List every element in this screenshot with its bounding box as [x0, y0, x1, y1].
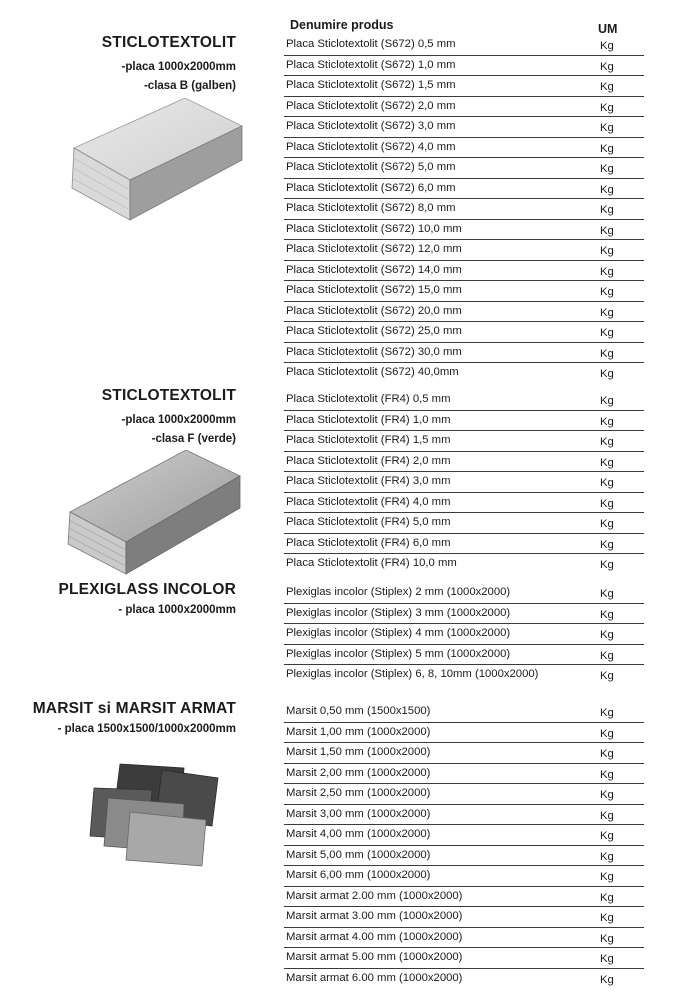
- product-name: Placa Sticlotextolit (S672) 4,0 mm: [286, 140, 456, 153]
- fiberglass-sheet-stack-image: [60, 98, 245, 228]
- product-name: Marsit 0,50 mm (1500x1500): [286, 705, 431, 717]
- unit-of-measure: Kg: [600, 183, 614, 196]
- unit-of-measure: Kg: [600, 224, 614, 237]
- table-row: [284, 35, 644, 56]
- section-subtitle: [0, 411, 236, 449]
- product-name: Placa Sticlotextolit (FR4) 3,0 mm: [286, 475, 451, 487]
- section-heading: [0, 387, 236, 449]
- product-name: Marsit 1,00 mm (1000x2000): [286, 725, 431, 738]
- unit-of-measure: Kg: [600, 973, 614, 986]
- table-row: [284, 846, 644, 867]
- table-row: [284, 179, 644, 200]
- unit-of-measure: Kg: [600, 707, 614, 719]
- table-row: [284, 624, 644, 645]
- table-row: [284, 138, 644, 159]
- column-header-product-name: Denumire produs: [290, 18, 394, 32]
- table-row: [284, 825, 644, 846]
- product-name: Placa Sticlotextolit (S672) 30,0 mm: [286, 345, 462, 358]
- unit-of-measure: Kg: [600, 538, 614, 551]
- table-row: [284, 743, 644, 764]
- table-row: [284, 281, 644, 302]
- table-row: [284, 411, 644, 432]
- section-title: PLEXIGLASS INCOLOR: [58, 581, 236, 598]
- table-row: [284, 56, 644, 77]
- product-name: Marsit armat 2.00 mm (1000x2000): [286, 889, 463, 902]
- unit-of-measure: Kg: [600, 204, 614, 216]
- unit-of-measure: Kg: [600, 368, 614, 380]
- table-row: [284, 702, 644, 723]
- column-header-um: UM: [598, 22, 618, 36]
- table-row: [284, 764, 644, 785]
- product-name: Placa Sticlotextolit (FR4) 2,0 mm: [286, 454, 451, 467]
- unit-of-measure: Kg: [600, 588, 614, 600]
- unit-of-measure: Kg: [600, 953, 614, 965]
- table-row: [284, 928, 644, 949]
- unit-of-measure: Kg: [600, 518, 614, 530]
- table-row: [284, 493, 644, 514]
- product-name: Placa Sticlotextolit (S672) 3,0 mm: [286, 120, 456, 132]
- table-row: [284, 866, 644, 887]
- unit-of-measure: Kg: [600, 122, 614, 134]
- table-row: [284, 322, 644, 343]
- product-name: Plexiglas incolor (Stiplex) 2 mm (1000x2000): [286, 586, 511, 598]
- unit-of-measure: Kg: [600, 245, 614, 257]
- product-list: [284, 583, 644, 685]
- product-name: Placa Sticlotextolit (FR4) 0,5 mm: [286, 393, 451, 405]
- table-row: [284, 887, 644, 908]
- table-row: [284, 907, 644, 928]
- table-row: [284, 302, 644, 323]
- product-list: [284, 35, 644, 383]
- product-name: Placa Sticlotextolit (FR4) 1,0 mm: [286, 413, 451, 426]
- product-name: Placa Sticlotextolit (S672) 15,0 mm: [286, 284, 462, 296]
- section-title: MARSIT si MARSIT ARMAT: [32, 700, 236, 717]
- table-row: [284, 723, 644, 744]
- unit-of-measure: Kg: [600, 347, 614, 360]
- product-name: Marsit 4,00 mm (1000x2000): [286, 828, 431, 840]
- unit-of-measure: Kg: [600, 327, 614, 339]
- table-row: [284, 261, 644, 282]
- section-subtitle-line: -placa 1000x2000mm: [121, 61, 236, 73]
- unit-of-measure: Kg: [600, 727, 614, 740]
- unit-of-measure: Kg: [600, 559, 614, 571]
- product-name: Placa Sticlotextolit (S672) 1,0 mm: [286, 58, 456, 71]
- product-name: Placa Sticlotextolit (FR4) 4,0 mm: [286, 495, 451, 508]
- product-name: Placa Sticlotextolit (S672) 14,0 mm: [286, 263, 462, 276]
- product-name: Plexiglas incolor (Stiplex) 6, 8, 10mm (1000x2000): [286, 668, 539, 680]
- table-row: [284, 363, 644, 383]
- product-name: Plexiglas incolor (Stiplex) 4 mm (1000x2000): [286, 627, 511, 639]
- product-name: Placa Sticlotextolit (S672) 10,0 mm: [286, 222, 462, 235]
- unit-of-measure: Kg: [600, 850, 614, 863]
- section-subtitle-line: - placa 1000x2000mm: [118, 604, 236, 616]
- table-row: [284, 220, 644, 241]
- unit-of-measure: Kg: [600, 436, 614, 448]
- unit-of-measure: Kg: [600, 932, 614, 945]
- product-name: Marsit 1,50 mm (1000x2000): [286, 746, 431, 758]
- product-name: Marsit armat 3.00 mm (1000x2000): [286, 910, 463, 922]
- unit-of-measure: Kg: [600, 163, 614, 175]
- table-row: [284, 534, 644, 555]
- product-name: Placa Sticlotextolit (S672) 5,0 mm: [286, 161, 456, 173]
- unit-of-measure: Kg: [600, 477, 614, 489]
- unit-of-measure: Kg: [600, 871, 614, 883]
- section-subtitle-line: -placa 1000x2000mm: [121, 414, 236, 426]
- section-heading: [0, 34, 236, 96]
- unit-of-measure: Kg: [600, 891, 614, 904]
- product-name: Placa Sticlotextolit (S672) 2,0 mm: [286, 99, 456, 112]
- product-name: Placa Sticlotextolit (S672) 25,0 mm: [286, 325, 462, 337]
- section-subtitle-line: -clasa B (galben): [143, 80, 236, 92]
- product-name: Marsit 2,00 mm (1000x2000): [286, 766, 431, 779]
- product-name: Placa Sticlotextolit (S672) 1,5 mm: [286, 79, 456, 91]
- unit-of-measure: Kg: [600, 608, 614, 621]
- unit-of-measure: Kg: [600, 40, 614, 52]
- unit-of-measure: Kg: [600, 497, 614, 510]
- table-row: [284, 665, 644, 685]
- section-subtitle-line: -clasa F (verde): [151, 433, 236, 445]
- unit-of-measure: Kg: [600, 265, 614, 278]
- product-name: Marsit armat 4.00 mm (1000x2000): [286, 930, 463, 943]
- section-subtitle: [0, 601, 236, 620]
- product-name: Plexiglas incolor (Stiplex) 3 mm (1000x2000): [286, 606, 511, 619]
- section-subtitle-line: - placa 1500x1500/1000x2000mm: [57, 723, 236, 735]
- unit-of-measure: Kg: [600, 306, 614, 319]
- product-name: Marsit 5,00 mm (1000x2000): [286, 848, 431, 861]
- unit-of-measure: Kg: [600, 768, 614, 781]
- product-name: Marsit armat 6.00 mm (1000x2000): [286, 971, 463, 984]
- marsit-sheets-image: [84, 760, 224, 870]
- product-name: Plexiglas incolor (Stiplex) 5 mm (1000x2000): [286, 647, 511, 660]
- table-row: [284, 554, 644, 574]
- product-name: Marsit 2,50 mm (1000x2000): [286, 787, 431, 799]
- section-heading: [0, 700, 236, 739]
- unit-of-measure: Kg: [600, 415, 614, 428]
- unit-of-measure: Kg: [600, 395, 614, 407]
- product-name: Placa Sticlotextolit (FR4) 10,0 mm: [286, 557, 457, 569]
- unit-of-measure: Kg: [600, 789, 614, 801]
- product-name: Placa Sticlotextolit (S672) 8,0 mm: [286, 202, 456, 214]
- table-row: [284, 117, 644, 138]
- product-name: Placa Sticlotextolit (S672) 12,0 mm: [286, 243, 462, 255]
- unit-of-measure: Kg: [600, 670, 614, 682]
- table-row: [284, 645, 644, 666]
- product-name: Placa Sticlotextolit (S672) 40,0mm: [286, 366, 459, 378]
- table-row: [284, 513, 644, 534]
- table-row: [284, 240, 644, 261]
- product-name: Placa Sticlotextolit (S672) 20,0 mm: [286, 304, 462, 317]
- product-name: Placa Sticlotextolit (FR4) 1,5 mm: [286, 434, 451, 446]
- product-name: Marsit armat 5.00 mm (1000x2000): [286, 951, 463, 963]
- table-row: [284, 343, 644, 364]
- table-row: [284, 199, 644, 220]
- product-name: Placa Sticlotextolit (S672) 6,0 mm: [286, 181, 456, 194]
- table-row: [284, 390, 644, 411]
- unit-of-measure: Kg: [600, 912, 614, 924]
- table-row: [284, 784, 644, 805]
- table-row: [284, 583, 644, 604]
- product-name: Placa Sticlotextolit (S672) 0,5 mm: [286, 38, 456, 50]
- table-row: [284, 97, 644, 118]
- section-title: STICLOTEXTOLIT: [101, 34, 236, 51]
- table-row: [284, 969, 644, 989]
- product-name: Marsit 3,00 mm (1000x2000): [286, 807, 431, 820]
- unit-of-measure: Kg: [600, 101, 614, 114]
- section-heading: [0, 581, 236, 620]
- unit-of-measure: Kg: [600, 60, 614, 73]
- unit-of-measure: Kg: [600, 81, 614, 93]
- unit-of-measure: Kg: [600, 809, 614, 822]
- section-subtitle: [0, 58, 236, 96]
- table-row: [284, 158, 644, 179]
- table-row: [284, 604, 644, 625]
- unit-of-measure: Kg: [600, 142, 614, 155]
- unit-of-measure: Kg: [600, 748, 614, 760]
- unit-of-measure: Kg: [600, 649, 614, 662]
- section-subtitle: [0, 720, 236, 739]
- unit-of-measure: Kg: [600, 286, 614, 298]
- product-list: [284, 390, 644, 574]
- table-row: [284, 472, 644, 493]
- product-list: [284, 702, 644, 988]
- table-row: [284, 948, 644, 969]
- section-title: STICLOTEXTOLIT: [101, 387, 236, 404]
- table-row: [284, 805, 644, 826]
- unit-of-measure: Kg: [600, 830, 614, 842]
- table-row: [284, 452, 644, 473]
- product-name: Placa Sticlotextolit (FR4) 6,0 mm: [286, 536, 451, 549]
- table-row: [284, 76, 644, 97]
- fiberglass-sheet-stack-image: [58, 450, 243, 580]
- unit-of-measure: Kg: [600, 456, 614, 469]
- table-row: [284, 431, 644, 452]
- product-name: Marsit 6,00 mm (1000x2000): [286, 869, 431, 881]
- unit-of-measure: Kg: [600, 629, 614, 641]
- product-name: Placa Sticlotextolit (FR4) 5,0 mm: [286, 516, 451, 528]
